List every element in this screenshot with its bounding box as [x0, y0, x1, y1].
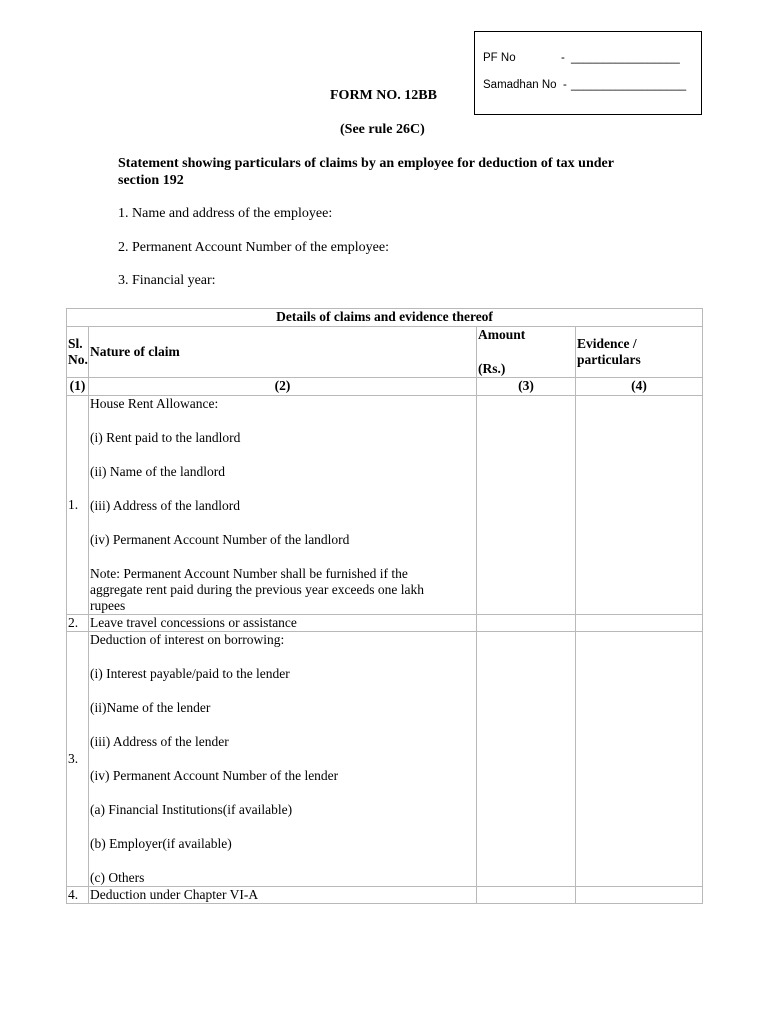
header-amount-label: Amount [478, 327, 526, 342]
claim-line: (iii) Address of the landlord [90, 498, 240, 513]
evidence-cell[interactable] [576, 632, 703, 887]
header-amount [477, 327, 576, 378]
samadhan-no-row [483, 79, 687, 91]
field-employee-name-address: 1. Name and address of the employee: [118, 206, 333, 221]
field-financial-year: 3. Financial year: [118, 273, 216, 288]
row-sl-no: 2. [67, 615, 89, 632]
col-number-2: (2) [89, 378, 477, 396]
pf-no-row [483, 52, 680, 64]
table-row [67, 396, 703, 615]
row-sl-no: 3. [67, 632, 89, 887]
claim-note: Note: Permanent Account Number shall be furnished if the aggregate rent paid during the previous year exceeds one lakh rupees [90, 566, 424, 613]
table-row [67, 887, 703, 904]
claim-line: (i) Rent paid to the landlord [90, 430, 241, 445]
pf-no-blank[interactable]: _________________ [571, 52, 680, 64]
header-evidence: Evidence / particulars [576, 327, 703, 378]
header-sl-no: Sl. No. [67, 327, 89, 378]
claim-description: Leave travel concessions or assistance [89, 615, 477, 632]
pf-no-separator: - [561, 52, 565, 64]
claim-line: (c) Others [90, 870, 145, 885]
evidence-cell[interactable] [576, 887, 703, 904]
form-statement: Statement showing particulars of claims by an employee for deduction of tax under section 192 [118, 156, 614, 188]
col-number-4: (4) [576, 378, 703, 396]
claim-line: (ii) Name of the landlord [90, 464, 225, 479]
amount-cell[interactable] [477, 396, 576, 615]
col-number-1: (1) [67, 378, 89, 396]
samadhan-no-label: Samadhan No [483, 79, 557, 91]
claim-line: (i) Interest payable/paid to the lender [90, 666, 290, 681]
evidence-cell[interactable] [576, 615, 703, 632]
claim-line: (ii)Name of the lender [90, 700, 211, 715]
row-sl-no: 4. [67, 887, 89, 904]
amount-cell[interactable] [477, 615, 576, 632]
claim-line: (b) Employer(if available) [90, 836, 232, 851]
claim-line: (a) Financial Institutions(if available) [90, 802, 293, 817]
table-row [67, 615, 703, 632]
amount-cell[interactable] [477, 632, 576, 887]
samadhan-no-blank[interactable]: __________________ [571, 79, 687, 91]
claim-description [89, 396, 477, 615]
pf-no-label: PF No [483, 52, 516, 64]
claim-description [89, 632, 477, 887]
header-amount-unit: (Rs.) [478, 361, 506, 376]
pf-samadhan-box [474, 31, 702, 115]
claims-table [66, 308, 703, 904]
form-title: FORM NO. 12BB [330, 88, 437, 103]
table-row [67, 632, 703, 887]
claim-line: Deduction of interest on borrowing: [90, 632, 285, 647]
row-sl-no: 1. [67, 396, 89, 615]
claim-line: (iii) Address of the lender [90, 734, 229, 749]
claim-line: (iv) Permanent Account Number of the landlord [90, 532, 350, 547]
field-employee-pan: 2. Permanent Account Number of the employee: [118, 240, 389, 255]
samadhan-no-separator: - [563, 79, 567, 91]
header-nature-of-claim: Nature of claim [89, 327, 477, 378]
amount-cell[interactable] [477, 887, 576, 904]
claim-line: House Rent Allowance: [90, 396, 219, 411]
table-title: Details of claims and evidence thereof [67, 309, 703, 327]
claim-description: Deduction under Chapter VI-A [89, 887, 477, 904]
form-rule: (See rule 26C) [340, 122, 425, 137]
claim-line: (iv) Permanent Account Number of the lender [90, 768, 339, 783]
evidence-cell[interactable] [576, 396, 703, 615]
col-number-3: (3) [477, 378, 576, 396]
